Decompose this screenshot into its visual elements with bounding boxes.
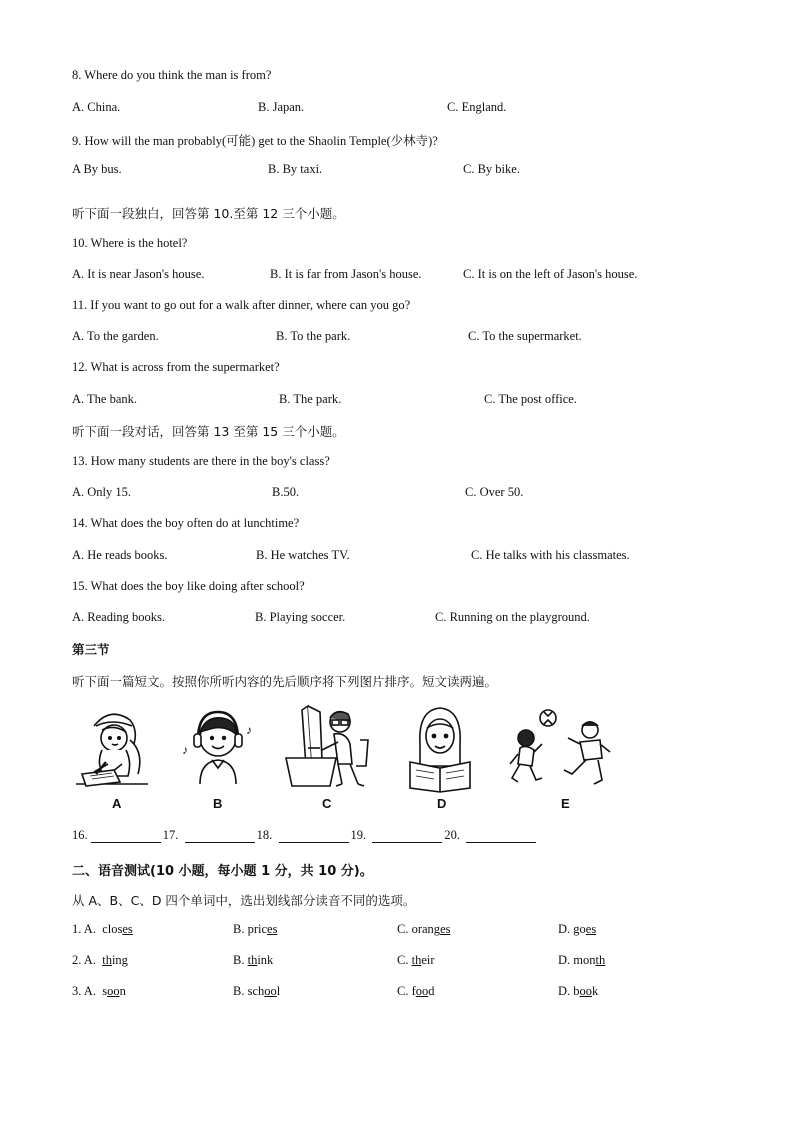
q8-stem: 8. Where do you think the man is from? (72, 68, 272, 82)
row-2-option-d: D. month (558, 953, 606, 967)
q14-stem: 14. What does the boy often do at lunchtime? (72, 516, 300, 530)
part-2-title: 二、语音测试(10 小题，每小题 1 分，共 10 分)。 (72, 864, 373, 879)
part-2-instruction: 从 A、B、C、D 四个单词中，选出划线部分读音不同的选项。 (72, 893, 416, 908)
row-1-option-b: B. prices (233, 922, 278, 936)
blank-label-18: 18. (256, 828, 273, 842)
blank-label-20: 20. (444, 828, 460, 842)
row-1-option-d: D. goes (558, 922, 597, 936)
row-1-number: 1. A. (72, 922, 96, 936)
picture-label-a: A (112, 796, 122, 811)
q13-stem: 13. How many students are there in the boy's class? (72, 454, 330, 468)
q10-option-a: A. It is near Jason's house. (72, 267, 205, 281)
q12-stem: 12. What is across from the supermarket? (72, 360, 280, 374)
row-3-option-b: B. school (233, 984, 281, 998)
q10-option-c: C. It is on the left of Jason's house. (463, 267, 638, 281)
row-3-option-d: D. book (558, 984, 599, 998)
row-1-a-underlined: es (122, 922, 133, 936)
q15-option-a: A. Reading books. (72, 610, 166, 624)
svg-text:♪: ♪ (182, 743, 188, 757)
girl-reading-picture (400, 704, 480, 794)
q15-option-c: C. Running on the playground. (435, 610, 590, 624)
q9-stem: 9. How will the man probably(可能) get to the Shaolin Temple(少林寺)? (72, 134, 438, 148)
q13-option-c: C. Over 50. (465, 485, 524, 499)
phonetics-row-2: 2. A. thing (72, 953, 128, 967)
q8-option-b: B. Japan. (258, 100, 305, 114)
picture-label-c: C (322, 796, 332, 811)
row-3-option-c: C. food (397, 984, 435, 998)
q12-option-a: A. The bank. (72, 392, 138, 406)
row-2-option-b: B. think (233, 953, 274, 967)
row-3-number: 3. A. (72, 984, 96, 998)
row-1-a-pre: clos (102, 922, 123, 936)
q15-option-b: B. Playing soccer. (255, 610, 346, 624)
section-3-title: 第三节 (72, 642, 110, 657)
q12-option-c: C. The post office. (484, 392, 577, 406)
q8-option-a: A. China. (72, 100, 121, 114)
picture-label-b: B (213, 796, 223, 811)
q15-stem: 15. What does the boy like doing after school? (72, 579, 305, 593)
dialogue-instruction: 听下面一段对话，回答第 13 至第 15 三个小题。 (72, 424, 345, 439)
q11-option-b: B. To the park. (276, 329, 351, 343)
q14-option-a: A. He reads books. (72, 548, 168, 562)
monologue-instruction: 听下面一段独白，回答第 10.至第 12 三个小题。 (72, 206, 345, 221)
phonetics-row-1 (72, 922, 133, 937)
q11-option-a: A. To the garden. (72, 329, 159, 343)
q13-option-b: B.50. (272, 485, 300, 499)
blank-19[interactable] (372, 830, 442, 843)
man-computer-picture (280, 704, 376, 794)
q9-option-a: A By bus. (72, 162, 122, 176)
blank-label-16: 16. (72, 828, 88, 842)
blank-18[interactable] (279, 830, 349, 843)
blank-17[interactable] (185, 830, 255, 843)
order-answer-blanks (72, 828, 538, 843)
picture-label-d: D (437, 796, 447, 811)
q9-option-b: B. By taxi. (268, 162, 323, 176)
girl-writing-picture (72, 704, 152, 794)
blank-label-19: 19. (350, 828, 367, 842)
row-1-option-c: C. oranges (397, 922, 451, 936)
q9-option-c: C. By bike. (463, 162, 520, 176)
boys-soccer-picture (506, 704, 618, 794)
q8-option-c: C. England. (447, 100, 507, 114)
q13-option-a: A. Only 15. (72, 485, 132, 499)
row-2-option-c: C. their (397, 953, 435, 967)
boy-headphones-picture (178, 704, 258, 794)
phonetics-row-3: 3. A. soon (72, 984, 126, 998)
picture-label-e: E (561, 796, 570, 811)
blank-label-17: 17. (162, 828, 179, 842)
blank-16[interactable] (91, 830, 161, 843)
q14-option-b: B. He watches TV. (256, 548, 350, 562)
q11-option-c: C. To the supermarket. (468, 329, 582, 343)
section-3-instruction: 听下面一篇短文。按照你所听内容的先后顺序将下列图片排序。短文读两遍。 (72, 674, 498, 689)
q10-option-b: B. It is far from Jason's house. (270, 267, 422, 281)
blank-20[interactable] (466, 830, 536, 843)
q14-option-c: C. He talks with his classmates. (471, 548, 630, 562)
q11-stem: 11. If you want to go out for a walk after dinner, where can you go? (72, 298, 411, 312)
q12-option-b: B. The park. (279, 392, 342, 406)
row-2-number: 2. A. (72, 953, 96, 967)
svg-text:♪: ♪ (246, 723, 252, 737)
q10-stem: 10. Where is the hotel? (72, 236, 188, 250)
